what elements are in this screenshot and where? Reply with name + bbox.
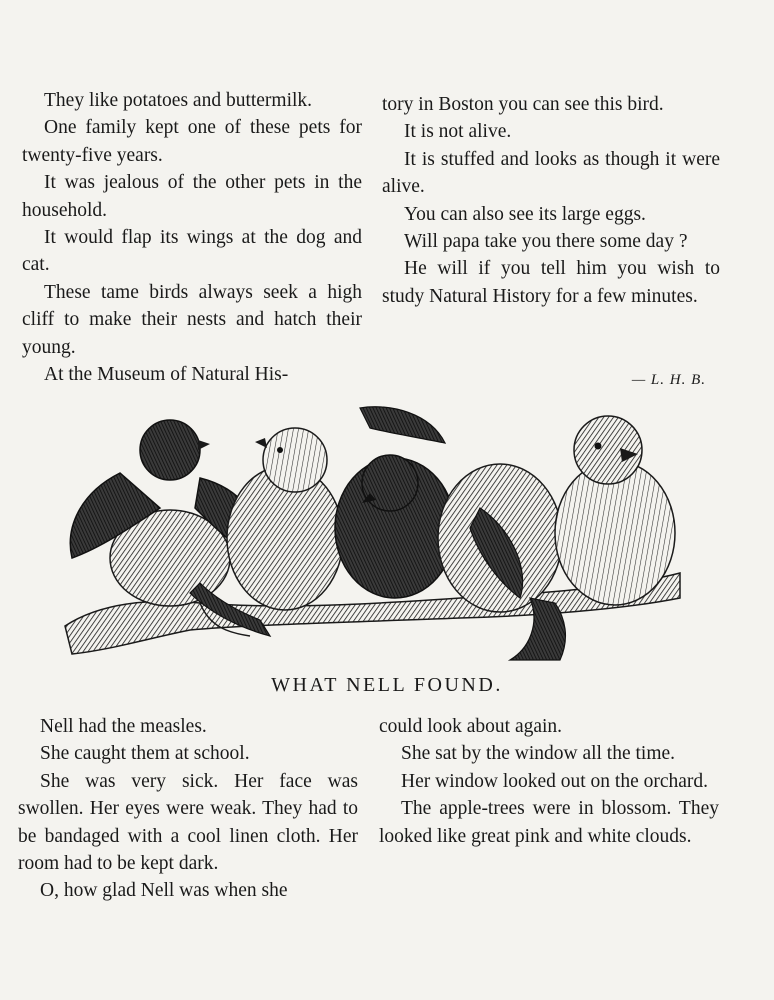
paragraph: tory in Boston you can see this bird. (382, 94, 664, 115)
paragraph: She was very sick. Her face was swollen. Her eyes were weak. They had to be bandaged with a cool linen cloth. Her room had to be kept dark. (18, 770, 358, 875)
article2-left-column (18, 713, 358, 905)
article1-left-column (22, 87, 362, 388)
paragraph: She caught them at school. (40, 743, 250, 765)
paragraph: One family kept one of these pets for twenty-five years. (22, 117, 362, 166)
birds-on-branch-icon (60, 398, 685, 664)
paragraph: Nell had the measles. (40, 716, 207, 737)
paragraph: These tame birds always seek a high cliff to make their nests and hatch their young. (22, 281, 362, 358)
paragraph: You can also see its large eggs. (404, 203, 646, 225)
author-signature: — L. H. B. (631, 372, 706, 388)
paragraph: It would flap its wings at the dog and cat. (22, 227, 362, 276)
paragraph: At the Museum of Natural His- (44, 364, 289, 386)
paragraph: He will if you tell him you wish to study Natural History for a few minutes. (382, 258, 720, 307)
birds-on-branch-illustration (60, 398, 685, 664)
paragraph: She sat by the window all the time. (401, 743, 676, 765)
paragraph: It is stuffed and looks as though it were alive. (382, 148, 720, 198)
paragraph: It is not alive. (404, 121, 512, 143)
paragraph: O, how glad Nell was when she (40, 880, 288, 902)
paragraph: Her window looked out on the orchard. (401, 770, 709, 792)
paragraph: could look about again. (379, 716, 563, 737)
story-title: WHAT NELL FOUND. (271, 674, 503, 696)
paragraph: It was jealous of the other pets in the household. (22, 172, 362, 221)
paragraph: They like potatoes and buttermilk. (44, 90, 313, 111)
article1-right-column (382, 91, 720, 310)
paragraph: The apple-trees were in blossom. They looked like great pink and white clouds. (379, 798, 719, 847)
paragraph: Will papa take you there some day ? (404, 231, 688, 253)
article2-right-column (379, 713, 719, 850)
